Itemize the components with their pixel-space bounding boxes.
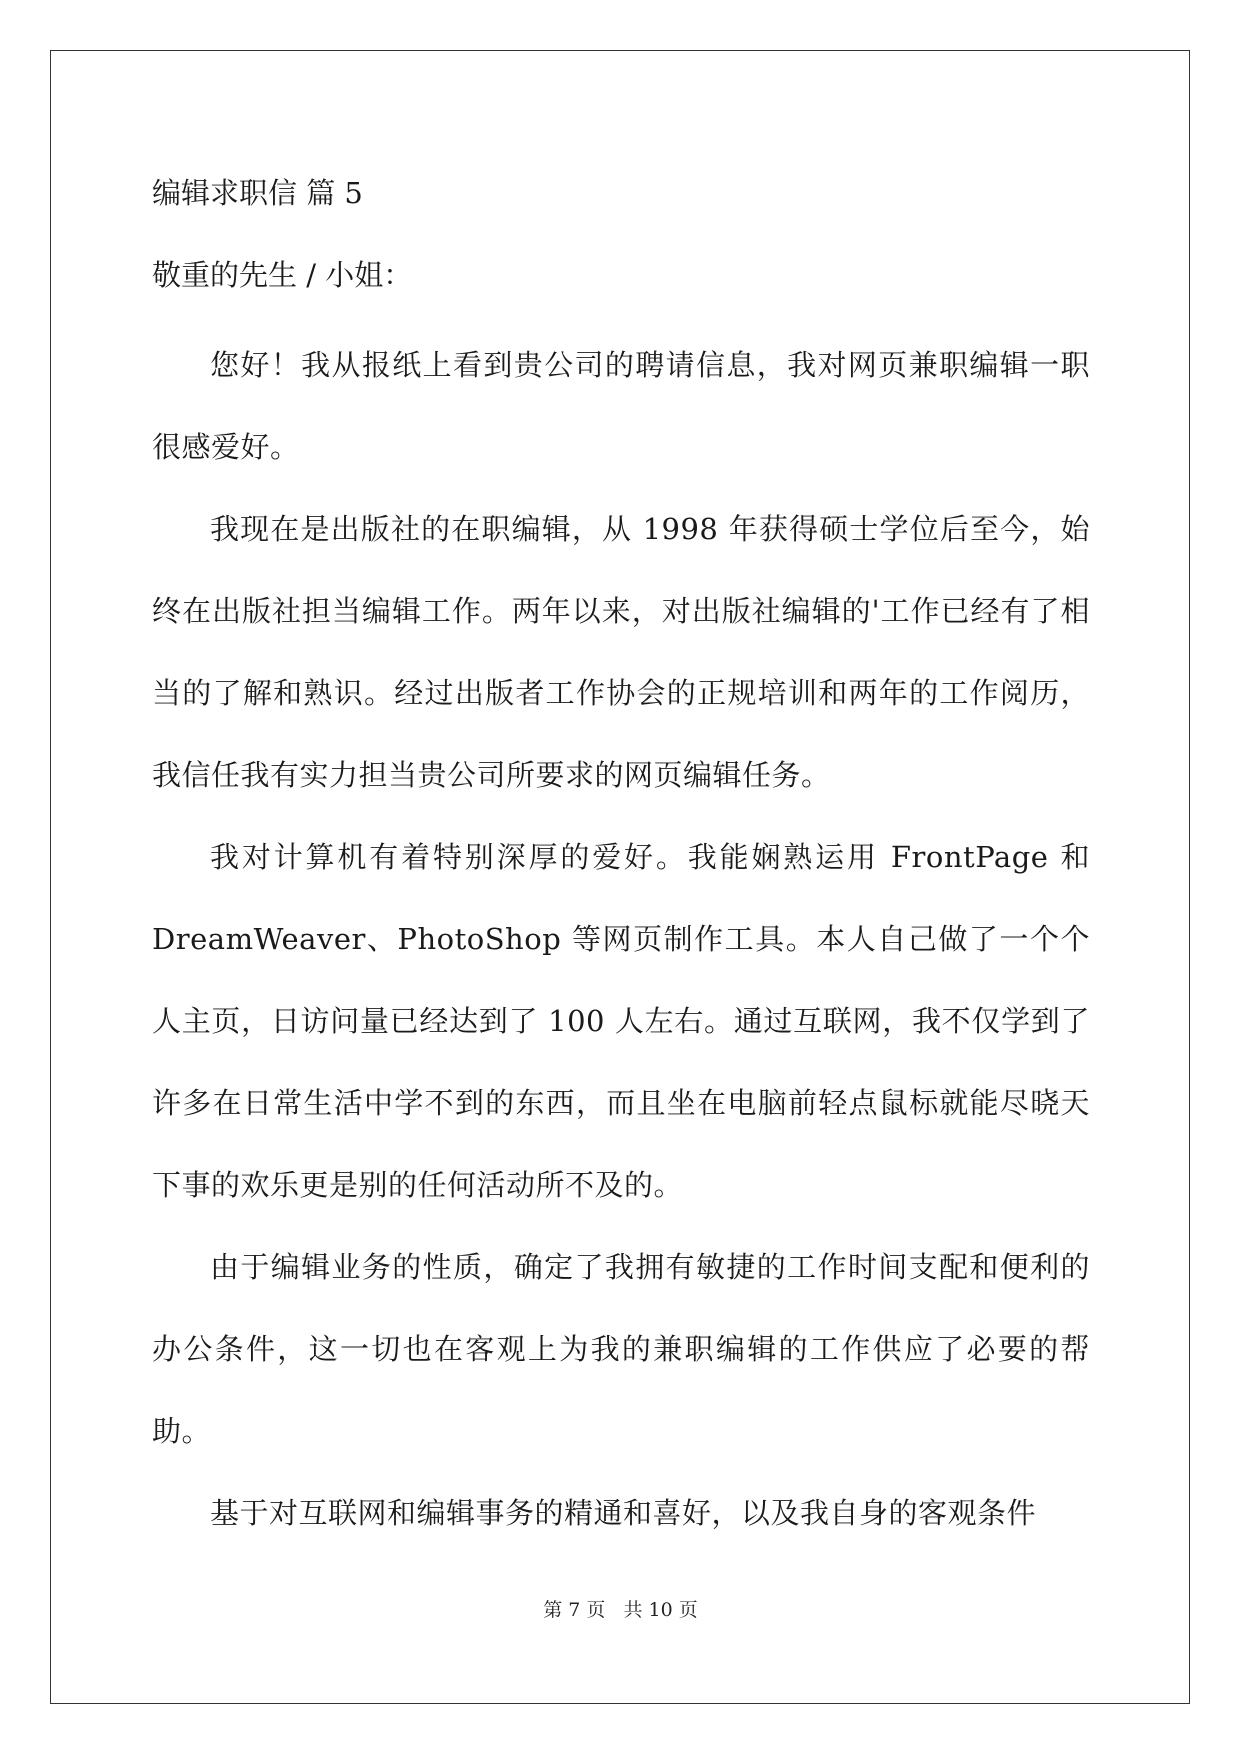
paragraph-1: 您好！我从报纸上看到贵公司的聘请信息，我对网页兼职编辑一职很感爱好。 bbox=[152, 348, 1090, 464]
paragraph-5: 基于对互联网和编辑事务的精通和喜好，以及我自身的客观条件 bbox=[210, 1496, 1037, 1530]
page-number: 第 7 页 bbox=[543, 1599, 606, 1621]
salutation: 敬重的先生 / 小姐： bbox=[152, 258, 413, 292]
letter-body bbox=[152, 160, 1090, 1554]
page-total: 共 10 页 bbox=[623, 1599, 698, 1621]
page-footer bbox=[0, 1598, 1241, 1622]
paragraph-4: 由于编辑业务的性质，确定了我拥有敏捷的工作时间支配和便利的办公条件，这一切也在客观上为我的兼职编辑的工作供应了必要的帮助。 bbox=[152, 1250, 1090, 1448]
paragraph-2: 我现在是出版社的在职编辑，从 1998 年获得硕士学位后至今，始终在出版社担当编辑工作。两年以来，对出版社编辑的'工作已经有了相当的了解和熟识。经过出版者工作协会的正规培训和两年的工作阅历，我信任我有实力担当贵公司所要求的网页编辑任务。 bbox=[152, 512, 1090, 792]
paragraph-3: 我对计算机有着特别深厚的爱好。我能娴熟运用 FrontPage 和 DreamWeaver、PhotoShop 等网页制作工具。本人自己做了一个个人主页，日访问量已经达到了 100 人左右。通过互联网，我不仅学到了许多在日常生活中学不到的东西，而且坐在电脑前轻点鼠标就能尽晓天下事的欢乐更是别的任何活动所不及的。 bbox=[152, 840, 1090, 1202]
document-title: 编辑求职信 篇 5 bbox=[152, 176, 363, 210]
